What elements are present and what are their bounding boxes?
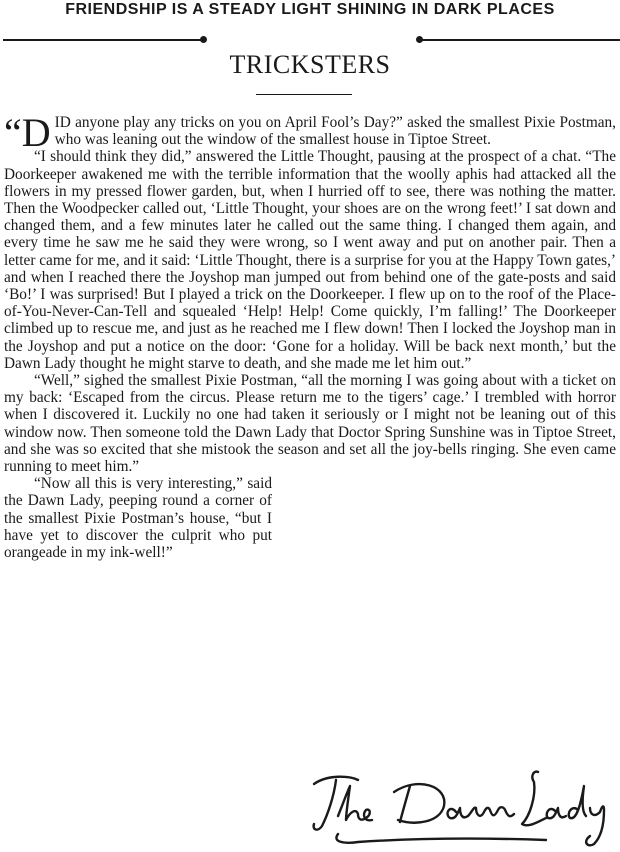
header-rule-right bbox=[420, 39, 620, 41]
paragraph-4 bbox=[4, 475, 616, 561]
story-body bbox=[4, 110, 616, 569]
paragraph-1-text: ID anyone play any tricks on you on April Fool’s Day?” asked the smallest Pixie Postman, who was leaning out the window of the smallest house in Tiptoe Street. bbox=[54, 114, 616, 149]
paragraph-3: “Well,” sighed the smallest Pixie Postman, “all the morning I was going about with a ticket on my back: ‘Escaped from the circus. Please return me to the tigers’ cage.’ I trembled with horror when I discovered it. Luckily no one had taken it seriously or I might not be leaning out of this window now. Then someone told the Dawn Lady that Doctor Spring Sunshine was in Tiptoe Street, and she was so excited that she mistook the season and set all the joy-bells ringing. She even came running to meet him.” bbox=[4, 372, 616, 476]
paragraph-1 bbox=[4, 110, 616, 155]
signature-handwriting bbox=[298, 756, 620, 852]
story-title: TRICKSTERS bbox=[229, 50, 391, 79]
paragraph-2: “I should think they did,” answered the Little Thought, pausing at the prospect of a chat. “The Doorkeeper awakened me with the terrible information that the woolly aphis had attacked all the flowers in my pressed flower garden, but, when I hurried off to see, there was nothing the matter. Then the Woodpecker called out, ‘Little Thought, your shoes are on the wrong feet!’ I sat down and changed them, and a few minutes later he called out the same thing. I changed them again, and every time he saw me he said they were wrong, so I went away and put on another pair. Then a letter came for me, and it said: ‘Little Thought, there is a surprise for you at the Happy Town gates,’ and when I reached there the Joyshop man jumped out from behind one of the gate-posts and said ‘Bo!’ I was surprised! But I played a trick on the Doorkeeper. I flew up on to the roof of the Place-of-You-Never-Can-Tell and squealed ‘Help! Help! Come quickly, I’m falling!’ The Doorkeeper climbed up to rescue me, and just as he reached me I flew down! Then I locked the Joyshop man in the Joyshop and put a notice on the door: ‘Gone for a holiday. Will be back next month,’ but the Dawn Lady thought he might starve to death, and she made me let him out.” bbox=[4, 148, 616, 372]
paragraph-4-text: “Now all this is very interesting,” said the Dawn Lady, peeping round a corner of the smallest Pixie Postman’s house, “but I have yet to discover the culprit who put orangeade in my ink-well!” bbox=[4, 475, 272, 562]
title-underline bbox=[256, 94, 352, 95]
signature-space bbox=[280, 479, 616, 569]
drop-cap: “D bbox=[4, 110, 51, 155]
header-rule-left bbox=[3, 39, 203, 41]
page-motto: FRIENDSHIP IS A STEADY LIGHT SHINING IN DARK PLACES bbox=[65, 1, 555, 18]
